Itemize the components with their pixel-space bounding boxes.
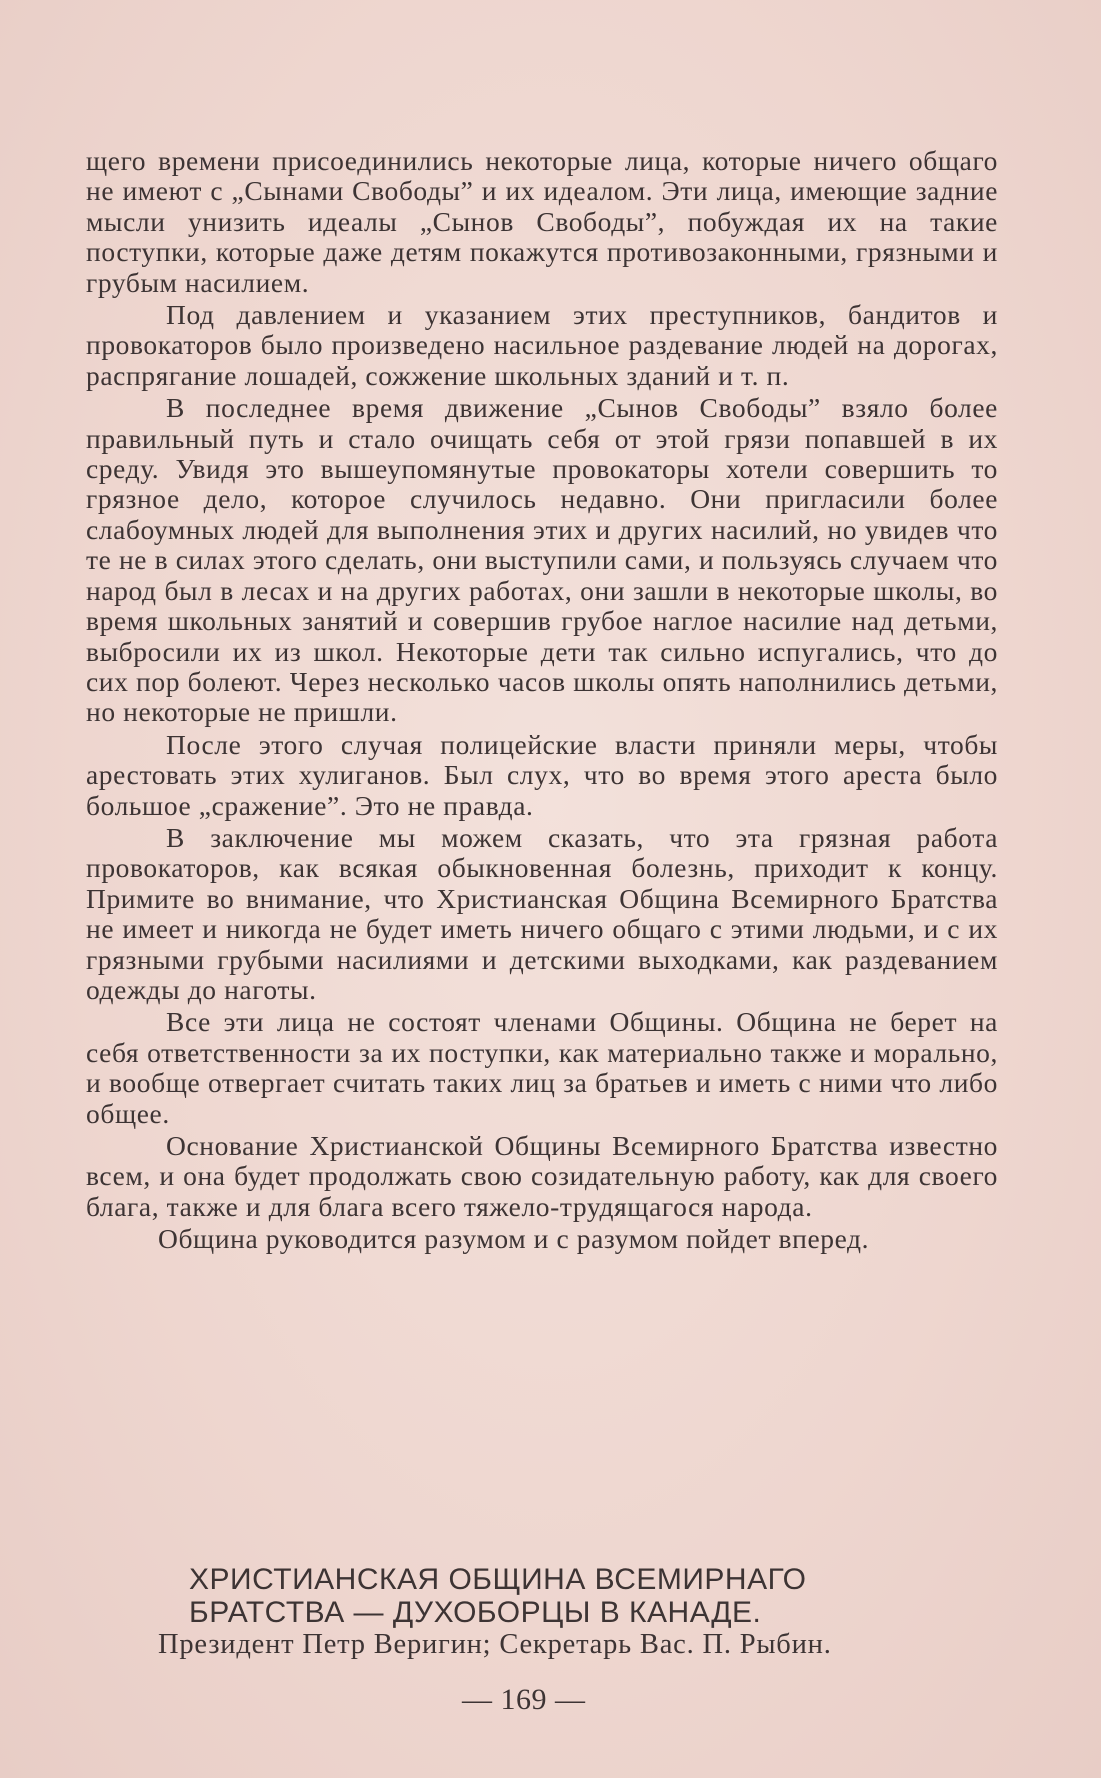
paragraph-8: Община руководится разумом и с разумом пойдет вперед. <box>158 1223 870 1255</box>
paragraph-7: Основание Христианской Общины Всемирного Братства известно всем, и она будет продолжать свою созидательную работу, как для своего блага, также и для блага всего тяжело-трудящагося народа. <box>86 1130 998 1222</box>
paragraph-1: щего времени присоединились некоторые лица, которые ничего общаго не имеют с „Сынами Свободы” и их идеалом. Эти лица, имеющие задние мысли унизить идеалы „Сынов Свободы”, побуждая их на такие поступки, которые даже детям покажутся противозаконными, грязными и грубым насилием. <box>86 145 998 298</box>
paragraph-6: Все эти лица не состоят членами Общины. Община не берет на себя ответственности за их поступки, как материально также и морально, и вообще отвергает считать таких лиц за братьев и иметь с ними что либо общее. <box>86 1006 998 1129</box>
paragraph-4: После этого случая полицейские власти приняли меры, чтобы арестовать этих хулиганов. Был слух, что во время этого ареста было большое „сражение”. Это не правда. <box>86 728 998 821</box>
signature-organization-line-2: БРАТСТВА — ДУХОБОРЦЫ В КАНАДЕ. <box>189 1596 762 1629</box>
paragraph-5: В заключение мы можем сказать, что эта грязная работа провокаторов, как всякая обыкновенная болезнь, приходит к концу. Примите во внимание, что Христианская Община Всемирного Братства не имеет и никогда не будет иметь ничего общаго с этими людьми, и с их грязными грубыми насилиями и детскими выходками, как раздеванием одежды до наготы. <box>86 821 998 1005</box>
body-text <box>86 146 998 1257</box>
paragraph-3: В последнее время движение „Сынов Свободы” взяло более правильный путь и стало очищать себя от этой грязи попавшей в их среду. Увидя это вышеупомянутые провокаторы хотели совершить то грязное дело, которое случилось недавно. Они пригласили более слабоумных людей для выполнения этих и других насилий, но увидев что те не в силах этого сделать, они выступили сами, и пользуясь случаем что народ был в лесах и на других работах, они зашли в некоторые школы, во время школьных занятий и совершив грубое наглое насилие над детьми, выбросили их из школ. Некоторые дети так сильно испугались, что до сих пор болеют. Через несколько часов школы опять наполнились детьми, но некоторые не пришли. <box>86 392 998 728</box>
signature-organization-line-1: ХРИСТИАНСКАЯ ОБЩИНА ВСЕМИРНАГО <box>189 1563 807 1596</box>
signature-officers: Президент Петр Веригин; Секретарь Вас. П. Рыбин. <box>158 1629 832 1660</box>
page-number: — 169 — <box>462 1683 586 1716</box>
paragraph-2: Под давлением и указанием этих преступников, бандитов и провокаторов было произведено насильное раздевание людей на дорогах, распрягание лошадей, сожжение школьных зданий и т. п. <box>86 299 998 391</box>
